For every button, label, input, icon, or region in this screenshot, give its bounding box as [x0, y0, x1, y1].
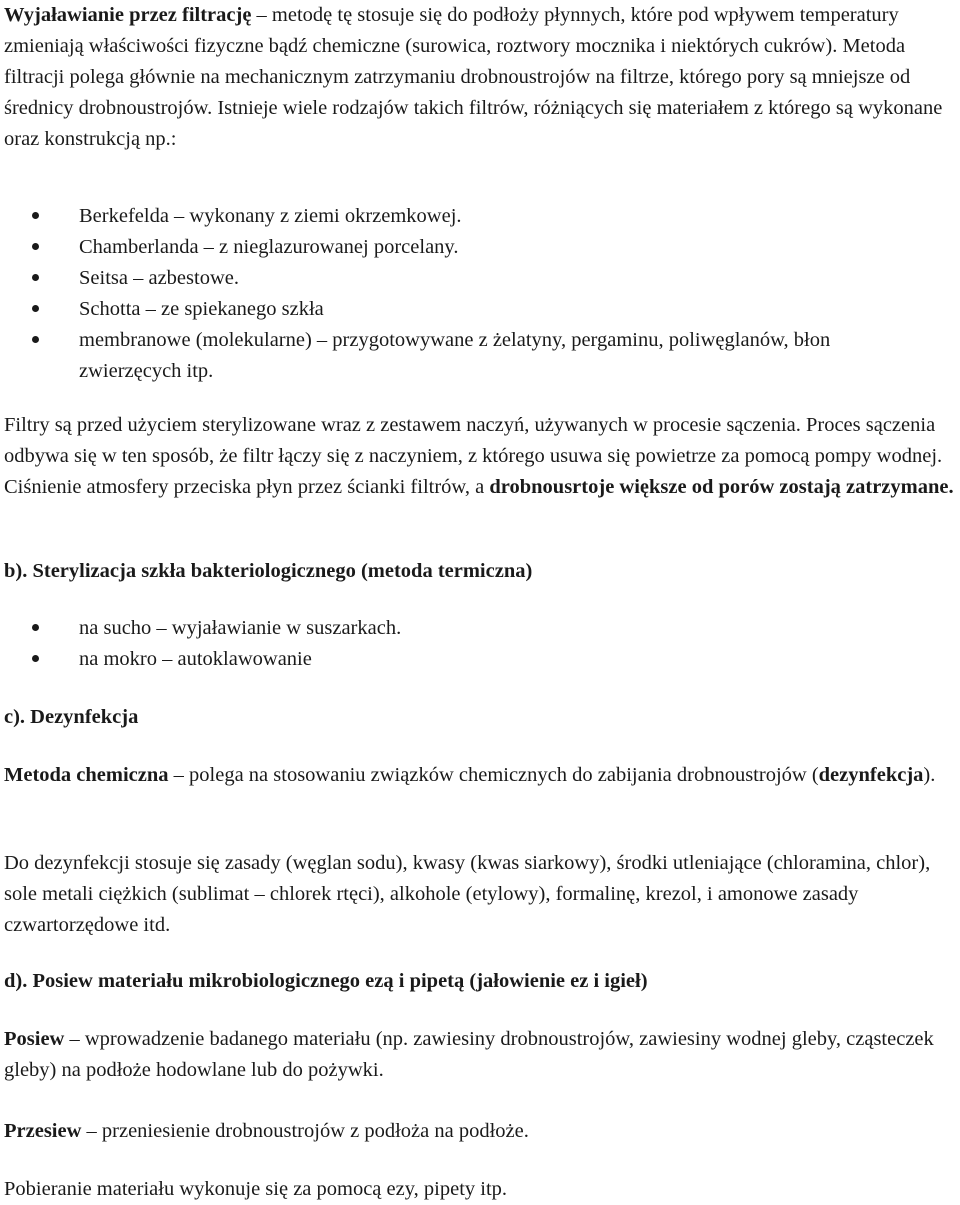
paragraph-material-collection: Pobieranie materiału wykonuje się za pomocą ezy, pipety itp.	[4, 1178, 508, 1200]
term-chemical-method: Metoda chemiczna	[4, 764, 169, 786]
heading-inoculation: d). Posiew materiału mikrobiologicznego ezą i pipetą (jałowienie ez i igieł)	[4, 970, 648, 992]
chemical-method-text-2: ).	[923, 764, 936, 786]
list-item: membranowe (molekularne) – przygotowywane z żelatyny, pergaminu, poliwęglanów, błon zwierzęcych itp.	[4, 325, 954, 387]
list-item: Schotta – ze spiekanego szkła	[4, 294, 954, 325]
przesiew-text: – przeniesienie drobnoustrojów z podłoża na podłoże.	[81, 1120, 529, 1142]
paragraph-przesiew	[4, 1116, 954, 1147]
filtration-text: – metodę tę stosuje się do podłoży płynnych, które pod wpływem temperatury zmieniają właściwości fizyczne bądź chemiczne (surowica, roztwory mocznika i niektórych cukrów). Metoda filtracji polega głównie na mechanicznym zatrzymaniu drobnoustrojów na filtrze, którego pory są mniejsze od średnicy drobnoustrojów. Istnieje wiele rodzajów takich filtrów, różniących się materiałem z którego są wykonane oraz konstrukcją np.:	[4, 4, 943, 150]
heading-disinfection: c). Dezynfekcja	[4, 706, 139, 728]
chemical-method-bold: dezynfekcja	[818, 764, 924, 786]
term-przesiew: Przesiew	[4, 1120, 82, 1142]
paragraph-chemical-method	[4, 760, 954, 791]
term-filtration: Wyjaławianie przez filtrację	[4, 4, 252, 26]
list-item: na sucho – wyjaławianie w suszarkach.	[4, 613, 954, 644]
filter-sterilization-text: Filtry są przed użyciem sterylizowane wraz z zestawem naczyń, używanych w procesie sączenia. Proces sączenia odbywa się w ten sposób, że filtr łączy się z naczyniem, z którego usuwa się powietrze za pomocą pompy wodnej. Ciśnienie atmosfery przeciska płyn przez ścianki filtrów, a	[4, 414, 943, 498]
filter-types-list	[4, 201, 954, 387]
chemical-method-text-1: – polega na stosowaniu związków chemicznych do zabijania drobnoustrojów (	[168, 764, 819, 786]
paragraph-disinfectants: Do dezynfekcji stosuje się zasady (węglan sodu), kwasy (kwas siarkowy), środki utleniające (chloramina, chlor), sole metali ciężkich (sublimat – chlorek rtęci), alkohole (etylowy), formalinę, krezol, i amonowe zasady czwartorzędowe itd.	[4, 852, 931, 936]
paragraph-posiew	[4, 1024, 954, 1086]
paragraph-filtration	[4, 0, 954, 155]
list-item: Seitsa – azbestowe.	[4, 263, 954, 294]
posiew-text: – wprowadzenie badanego materiału (np. zawiesiny drobnoustrojów, zawiesiny wodnej gleby, cząsteczek gleby) na podłoże hodowlane lub do pożywki.	[4, 1028, 934, 1081]
paragraph-filter-sterilization	[4, 410, 954, 503]
filter-sterilization-bold: drobnousrtoje większe od porów zostają zatrzymane.	[489, 476, 954, 498]
term-posiew: Posiew	[4, 1028, 65, 1050]
list-item: na mokro – autoklawowanie	[4, 644, 954, 675]
list-item: Berkefelda – wykonany z ziemi okrzemkowej.	[4, 201, 954, 232]
list-item: Chamberlanda – z nieglazurowanej porcelany.	[4, 232, 954, 263]
heading-glass-sterilization: b). Sterylizacja szkła bakteriologicznego (metoda termiczna)	[4, 560, 533, 582]
sterilization-methods-list	[4, 613, 954, 675]
